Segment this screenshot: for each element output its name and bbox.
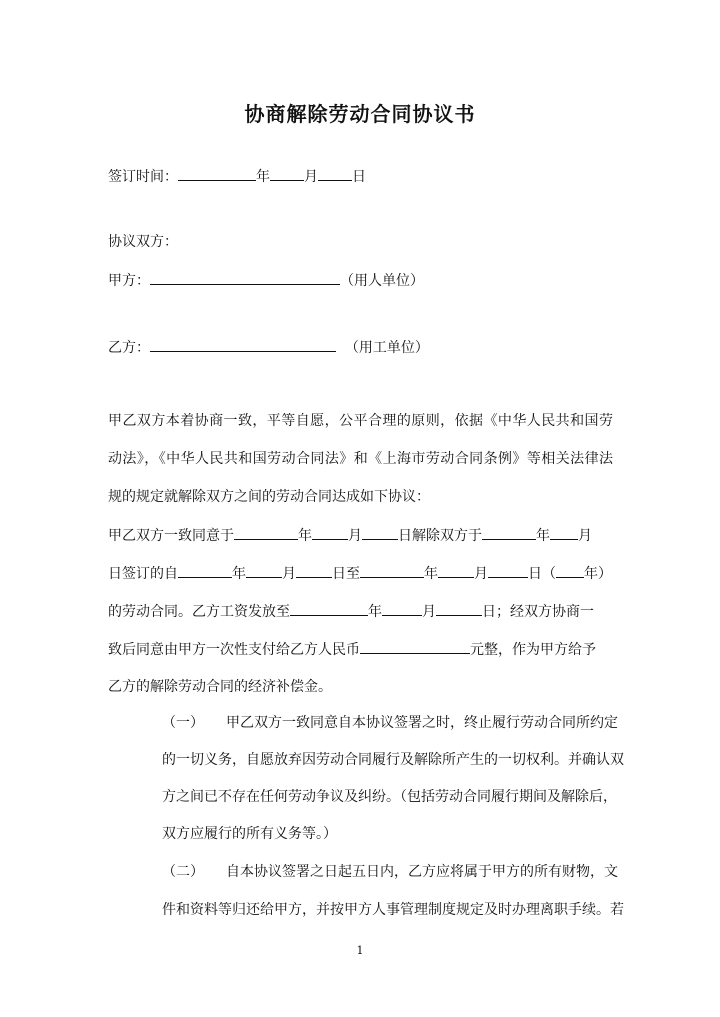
blank-field — [382, 601, 422, 616]
clause-1-line: 的一切义务，自愿放弃因劳动合同履行及解除所产生的一切权利。并确认双 — [162, 752, 624, 768]
text: 月 — [578, 528, 592, 544]
text: 年 — [298, 528, 312, 544]
blank-field — [246, 563, 282, 578]
blank-field — [290, 601, 368, 616]
party-a-note: （用人单位） — [340, 273, 424, 289]
text: 自本协议签署之日起五日内，乙方应将属于甲方的所有财物，文 — [226, 864, 618, 880]
year-label: 年 — [256, 169, 270, 185]
clause-1-line: 双方应履行的所有义务等。） — [162, 826, 337, 842]
text: 月 — [474, 566, 488, 582]
blank-field — [550, 525, 578, 540]
party-a-label: 甲方： — [108, 273, 150, 289]
blank-field — [362, 525, 398, 540]
intro-line: 甲乙双方本着协商一致，平等自愿，公平合理的原则，依据《中华人民共和国劳 — [108, 413, 613, 429]
blank-field — [150, 270, 340, 285]
text: 日签订的自 — [108, 566, 178, 582]
text: 甲乙双方一致同意自本协议签署之时，终止履行劳动合同所约定 — [226, 715, 618, 731]
clause-number: （二） — [162, 864, 204, 880]
blank-field — [360, 563, 424, 578]
text: 月 — [422, 604, 436, 620]
text: 年 — [536, 528, 550, 544]
blank-field — [318, 166, 352, 181]
parties-heading: 协议双方： — [108, 234, 178, 250]
text: 日（ — [528, 566, 556, 582]
clause-2-line: 件和资料等归还给甲方，并按甲方人事管理制度规定及时办理离职手续。若 — [162, 902, 624, 918]
blank-field — [438, 563, 474, 578]
party-b-line — [108, 337, 613, 358]
agreement-line: 乙方的解除劳动合同的经济补偿金。 — [108, 679, 332, 695]
text: 的劳动合同。乙方工资发放至 — [108, 604, 290, 620]
text: 年） — [584, 566, 612, 582]
text: 年 — [232, 566, 246, 582]
blank-field — [360, 639, 470, 654]
blank-field — [488, 563, 528, 578]
text: 日；经双方协商一 — [482, 604, 594, 620]
blank-field — [270, 166, 304, 181]
blank-field — [234, 525, 298, 540]
agreement-line — [108, 639, 613, 660]
clause-1-line — [162, 713, 618, 733]
blank-field — [556, 563, 584, 578]
intro-line: 规的规定就解除双方之间的劳动合同达成如下协议： — [108, 489, 430, 505]
blank-field — [296, 563, 332, 578]
agreement-line — [108, 525, 613, 546]
clause-2-line — [162, 862, 618, 882]
text: 甲乙双方一致同意于 — [108, 528, 234, 544]
blank-field — [482, 525, 536, 540]
text: 日至 — [332, 566, 360, 582]
text: 年 — [424, 566, 438, 582]
blank-field — [178, 563, 232, 578]
sign-date-line — [108, 166, 613, 187]
sign-date-label: 签订时间： — [108, 169, 178, 185]
party-a-line — [108, 270, 613, 291]
day-label: 日 — [352, 169, 366, 185]
blank-field — [178, 166, 256, 181]
agreement-line — [108, 563, 613, 584]
text: 日解除双方于 — [398, 528, 482, 544]
intro-line: 动法》，《中华人民共和国劳动合同法》和《上海市劳动合同条例》等相关法律法 — [108, 451, 613, 467]
text: 年 — [368, 604, 382, 620]
clause-number: （一） — [162, 715, 204, 731]
blank-field — [150, 337, 336, 352]
text: 致后同意由甲方一次性支付给乙方人民币 — [108, 642, 360, 658]
blank-field — [312, 525, 348, 540]
text: 月 — [348, 528, 362, 544]
text: 元整，作为甲方给予 — [470, 642, 596, 658]
clause-1-line: 方之间已不存在任何劳动争议及纠纷。（包括劳动合同履行期间及解除后， — [162, 789, 617, 805]
text: 月 — [282, 566, 296, 582]
document-title: 协商解除劳动合同协议书 — [244, 102, 476, 126]
month-label: 月 — [304, 169, 318, 185]
agreement-line — [108, 601, 613, 622]
page-number: 1 — [356, 944, 364, 957]
party-b-label: 乙方： — [108, 340, 150, 356]
party-b-note: （用工单位） — [344, 340, 429, 356]
blank-field — [436, 601, 482, 616]
